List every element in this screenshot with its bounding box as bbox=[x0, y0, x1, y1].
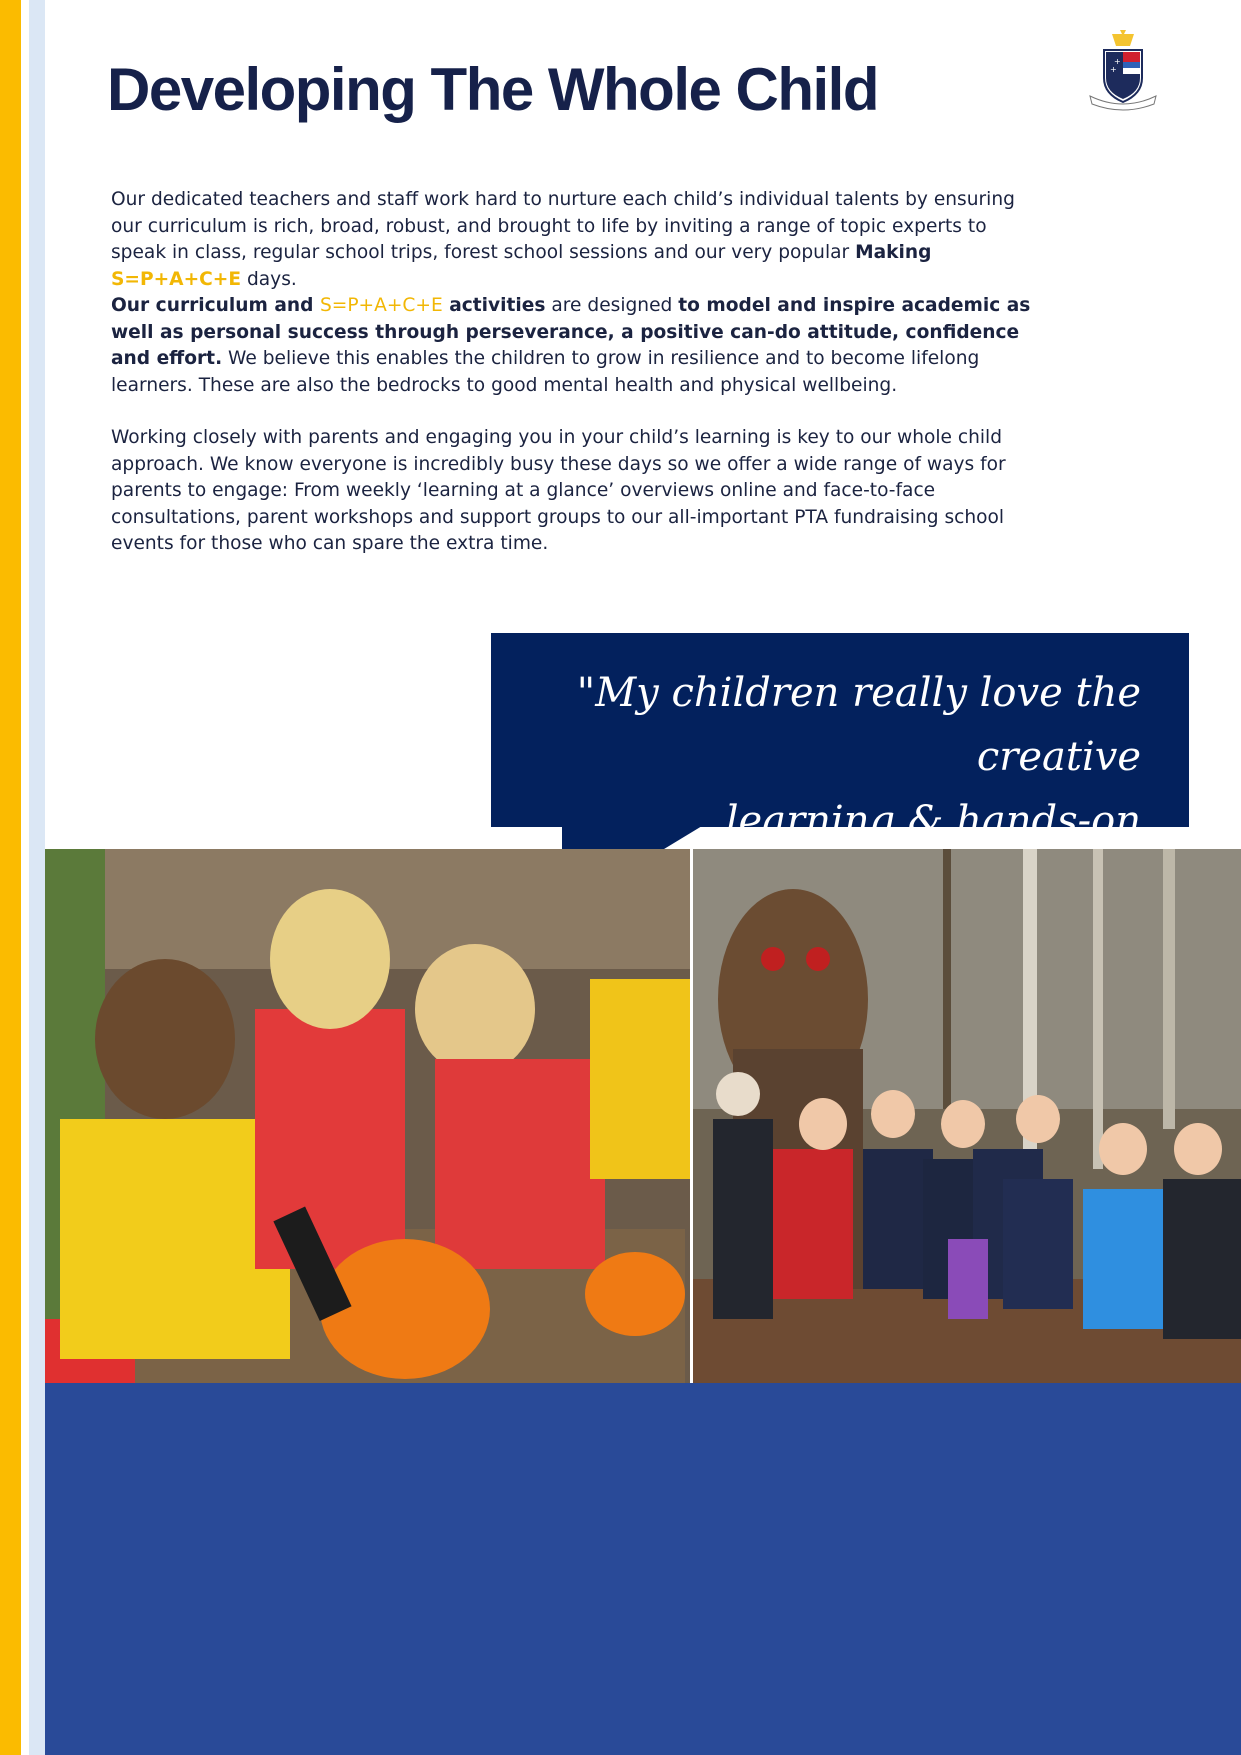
making-label: Making bbox=[855, 242, 932, 263]
curriculum-bold-b: activities bbox=[442, 295, 546, 316]
light-blue-side-stripe bbox=[29, 0, 45, 1755]
curriculum-bold-a: Our curriculum and bbox=[111, 295, 320, 316]
curriculum-text-b: We believe this enables the children to grow in resilience and to become lifelong learners. These are also the bedrocks to good mental health and physical wellbeing. bbox=[111, 348, 980, 396]
testimonial-quote-box bbox=[491, 633, 1189, 844]
parents-paragraph: Working closely with parents and engaging you in your child’s learning is key to our whole child approach. We know everyone is incredibly busy these days so we offer a wide range of ways for parents to engage: From weekly ‘learning at a glance’ overviews online and face-to-face consultations, parent workshops and support groups to our all-important PTA fundraising school events for those who can spare the extra time. bbox=[111, 427, 1006, 554]
curriculum-text-a: are designed bbox=[545, 295, 679, 316]
school-crest-icon bbox=[1080, 28, 1166, 114]
quote-line-1: "My children really love the creative bbox=[576, 670, 1141, 780]
space-highlight: S=P+A+C+E bbox=[319, 295, 443, 316]
forest-school-group-photo bbox=[693, 849, 1241, 1383]
curriculum-bold-c: to model and inspire academic as well as personal success through perseverance, a positive can-do attitude, confidence and effort. bbox=[111, 295, 1031, 369]
intro-paragraph bbox=[111, 187, 1041, 293]
intro-text: Our dedicated teachers and staff work hard to nurture each child’s individual talents by ensuring our curriculum is rich, broad, robust, and brought to life by inviting a range of topic experts to speak in class, regular school trips, forest school sessions and our very popular bbox=[111, 189, 1015, 263]
yellow-side-stripe bbox=[0, 0, 21, 1755]
blue-footer-panel bbox=[45, 1383, 1241, 1755]
page-title: Developing The Whole Child bbox=[107, 56, 878, 123]
children-pumpkin-photo bbox=[45, 849, 690, 1383]
svg-text:+: + bbox=[1110, 65, 1117, 74]
curriculum-paragraph bbox=[111, 293, 1041, 399]
svg-text:+: + bbox=[1114, 57, 1121, 66]
space-highlight: S=P+A+C+E bbox=[111, 268, 242, 290]
intro-text-end: days. bbox=[241, 268, 297, 290]
quote-line-2: learning & hands-on bbox=[725, 798, 1141, 844]
